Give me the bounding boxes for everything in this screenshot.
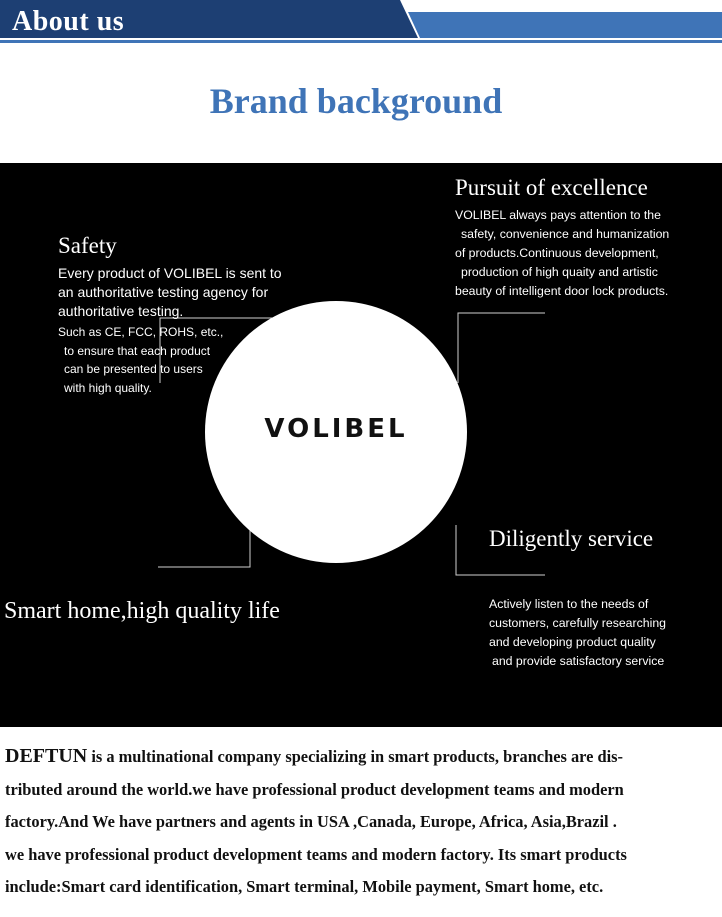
brand-title xyxy=(0,80,722,122)
pursuit-text xyxy=(455,206,669,301)
safety-line: Every product of VOLIBEL is sent to xyxy=(58,265,282,281)
about-us-banner xyxy=(0,0,722,48)
safety-line: an authoritative testing agency for xyxy=(58,284,269,300)
pursuit-line: safety, convenience and humanization xyxy=(461,227,670,241)
intro-line: factory.And We have partners and agents in USA ,Canada, Europe, Africa, Asia,Brazil . xyxy=(5,812,617,831)
service-text xyxy=(489,595,666,671)
service-heading: Diligently service xyxy=(489,526,654,551)
pursuit-line: VOLIBEL always pays attention to the xyxy=(455,208,661,222)
brand-panel xyxy=(0,163,722,727)
safety-sub-line: can be presented to users xyxy=(64,362,203,376)
service-line: and developing product quality xyxy=(489,635,656,649)
pursuit-heading: Pursuit of excellence xyxy=(455,175,648,200)
brand-title-text: Brand background xyxy=(209,81,503,121)
service-line: and provide satisfactory service xyxy=(492,654,665,668)
pursuit-line: beauty of intelligent door lock products. xyxy=(455,284,669,298)
logo-circle xyxy=(205,301,467,563)
intro-line xyxy=(5,740,717,774)
intro-line: we have professional product development teams and modern factory. Its smart products xyxy=(5,844,627,864)
intro-line: include:Smart card identification, Smart terminal, Mobile payment, Smart home, etc. xyxy=(5,877,604,896)
safety-text xyxy=(58,264,282,321)
slogan: Smart home,high quality life xyxy=(4,598,280,624)
volibel-logo: VOLIBEL xyxy=(264,414,408,444)
safety-sub-line: with high quality. xyxy=(64,380,152,395)
service-line: customers, carefully researching xyxy=(489,616,667,630)
pursuit-line: production of high quaity and artistic xyxy=(461,265,658,279)
safety-sub-line: Such as CE, FCC, ROHS, etc., xyxy=(58,325,224,339)
company-name: DEFTUN xyxy=(5,745,88,767)
service-line: Actively listen to the needs of xyxy=(489,597,649,611)
header-title: About us xyxy=(12,6,125,37)
pursuit-line: of products.Continuous development, xyxy=(455,246,659,260)
intro-line-text: is a multinational company specializing in smart products, branches are dis- xyxy=(87,747,624,766)
safety-line: authoritative testing. xyxy=(58,303,184,319)
safety-sub-line: to ensure that each product xyxy=(64,343,211,358)
intro-line: tributed around the world.we have professional product development teams and modern xyxy=(5,779,624,799)
safety-subtext xyxy=(58,323,223,397)
safety-heading: Safety xyxy=(58,233,117,258)
company-intro xyxy=(5,740,717,904)
